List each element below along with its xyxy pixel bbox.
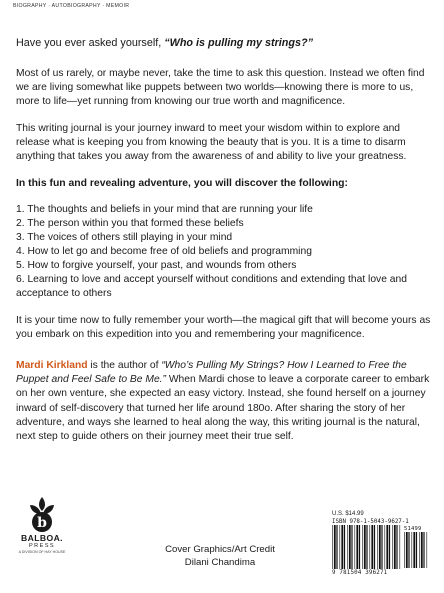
svg-text:b: b bbox=[37, 515, 47, 531]
list-heading: In this fun and revealing adventure, you will discover the following: bbox=[16, 178, 348, 190]
paragraph-2: This writing journal is your journey inward to meet your wisdom within to explore and release what is keeping you from knowing the beauty that is you. It is a time to disarm anything that takes you away from the awareness of and ability to live your greatness. bbox=[16, 122, 407, 163]
price-label: U.S. $14.99 bbox=[332, 511, 364, 517]
list-item: 6. Learning to love and accept yourself without conditions and extending that love and acceptance to others bbox=[16, 273, 407, 299]
isbn-barcode-block bbox=[332, 511, 432, 576]
lotus-b-icon bbox=[27, 496, 57, 534]
back-cover-text bbox=[16, 36, 431, 444]
publisher-division: A DIVISION OF HAY HOUSE bbox=[18, 550, 66, 554]
barcode-bars bbox=[332, 525, 402, 569]
barcode-number: 9 781504 396271 bbox=[332, 570, 388, 576]
publisher-logo bbox=[18, 496, 66, 555]
credit-name: Dilani Chandima bbox=[184, 557, 256, 568]
genre-label: BIOGRAPHY · AUTOBIOGRAPHY · MEMOIR bbox=[13, 3, 130, 9]
barcode bbox=[332, 525, 432, 569]
list-item: 2. The person within you that formed these beliefs bbox=[16, 218, 244, 230]
addon-bars bbox=[404, 532, 428, 568]
isbn-label: ISBN 978-1-5043-9627-1 bbox=[332, 519, 409, 525]
publisher-press: PRESS bbox=[29, 543, 55, 549]
question-emphasis: “Who is pulling my strings?” bbox=[164, 37, 313, 49]
publisher-brand: BALBOA. bbox=[21, 533, 63, 543]
list-item: 4. How to let go and become free of old beliefs and programming bbox=[16, 245, 312, 257]
list-item: 5. How to forgive yourself, your past, and wounds from others bbox=[16, 259, 297, 271]
paragraph-1: Most of us rarely, or maybe never, take the time to ask this question. Instead we often find we are living somewhat like puppets between two worlds—knowing there is more to us, more to life—yet running from knowing our true worth and magnificence. bbox=[16, 68, 425, 108]
paragraph-3: It is your time now to fully remember your worth—the magical gift that will become yours as you embark on this expedition into you and remembering your magnificence. bbox=[16, 314, 431, 340]
book-title: “Who’s Pulling My Strings? How I Learned to Free the Puppet and Feel Safe to Be Me.” bbox=[16, 359, 407, 386]
list-item: 3. The voices of others still playing in your mind bbox=[16, 232, 233, 244]
addon-code: 51499 bbox=[404, 526, 422, 532]
intro-question: Have you ever asked yourself, “Who is pulling my strings?” bbox=[16, 37, 313, 49]
author-bio: Mardi Kirkland is the author of “Who’s Pulling My Strings? How I Learned to Free the Puppet and Feel Safe to Be Me.” When Mardi chose to leave a corporate career to embark on her own venture, she expected an easy victory. Instead, she found herself on a journey inward of self-discovery that turned her life around 180o. After sharing the story of her adventure, and ways she learned to heal along the way, this writing journal is the natural, next step to guide others on their journey meet their true self. bbox=[16, 359, 430, 442]
author-name: Mardi Kirkland bbox=[16, 359, 88, 371]
list-item: 1. The thoughts and beliefs in your mind that are running your life bbox=[16, 204, 313, 216]
credit-title: Cover Graphics/Art Credit bbox=[165, 544, 275, 555]
discovery-list bbox=[16, 203, 431, 300]
